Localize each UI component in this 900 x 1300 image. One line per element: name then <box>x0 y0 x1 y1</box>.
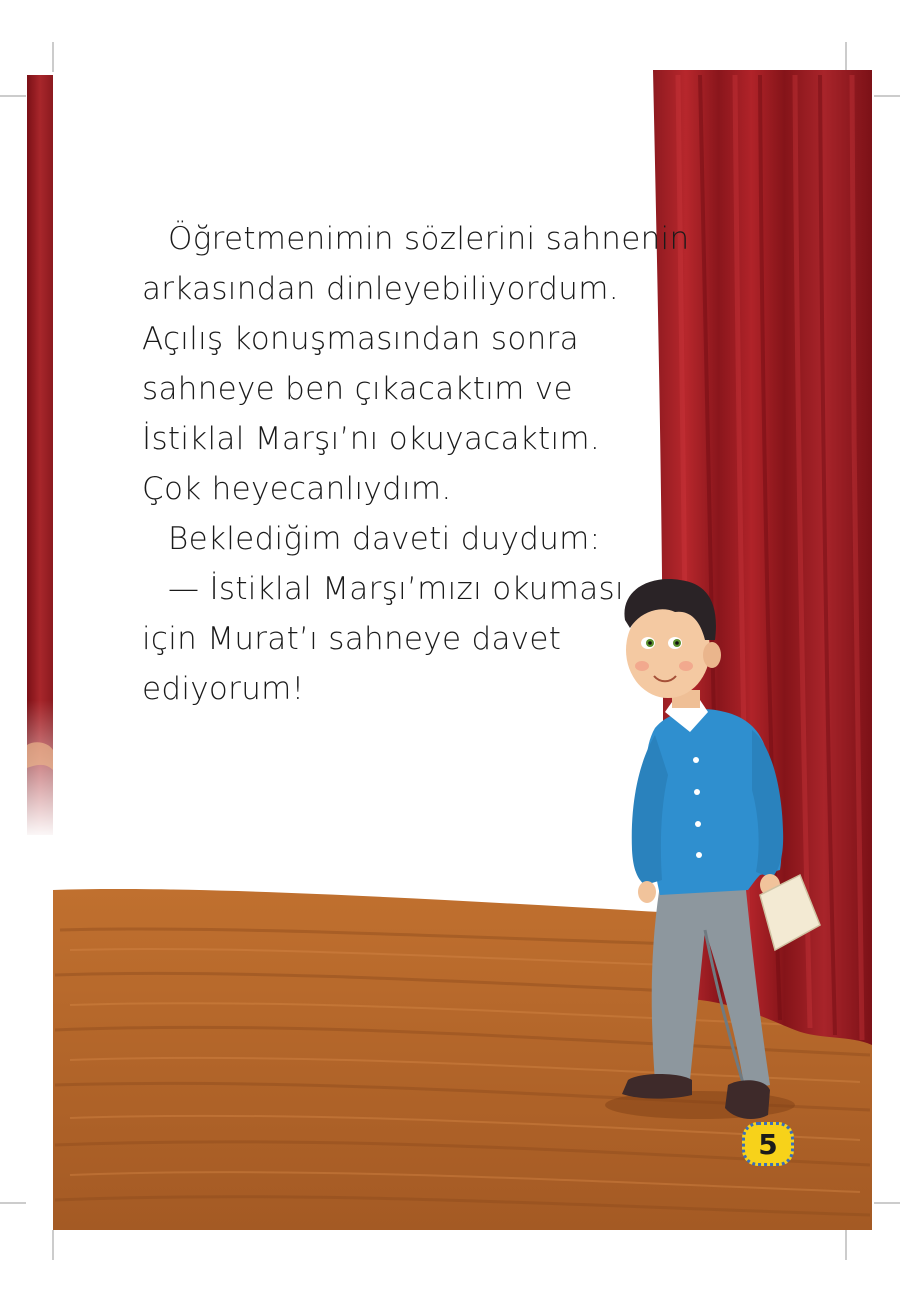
story-line: için Murat’ı sahneye davet <box>142 621 562 657</box>
story-line: Açılış konuşmasından sonra <box>142 321 579 357</box>
story-text <box>142 214 690 714</box>
page-number <box>738 1118 798 1168</box>
story-line: ediyorum! <box>142 671 305 707</box>
story-line: — İstiklal Marşı’mızı okuması <box>168 571 624 607</box>
story-line: arkasından dinleyebiliyordum. <box>142 271 619 307</box>
story-line: İstiklal Marşı’nı okuyacaktım. <box>142 421 601 457</box>
page-number-badge: 5 <box>742 1122 794 1166</box>
left-curtain <box>27 75 53 840</box>
story-line: sahneye ben çıkacaktım ve <box>142 371 573 407</box>
story-line: Çok heyecanlıydım. <box>142 471 452 507</box>
story-line: Öğretmenimin sözlerini sahnenin <box>168 221 690 257</box>
story-line: Beklediğim daveti duydum: <box>168 521 601 557</box>
